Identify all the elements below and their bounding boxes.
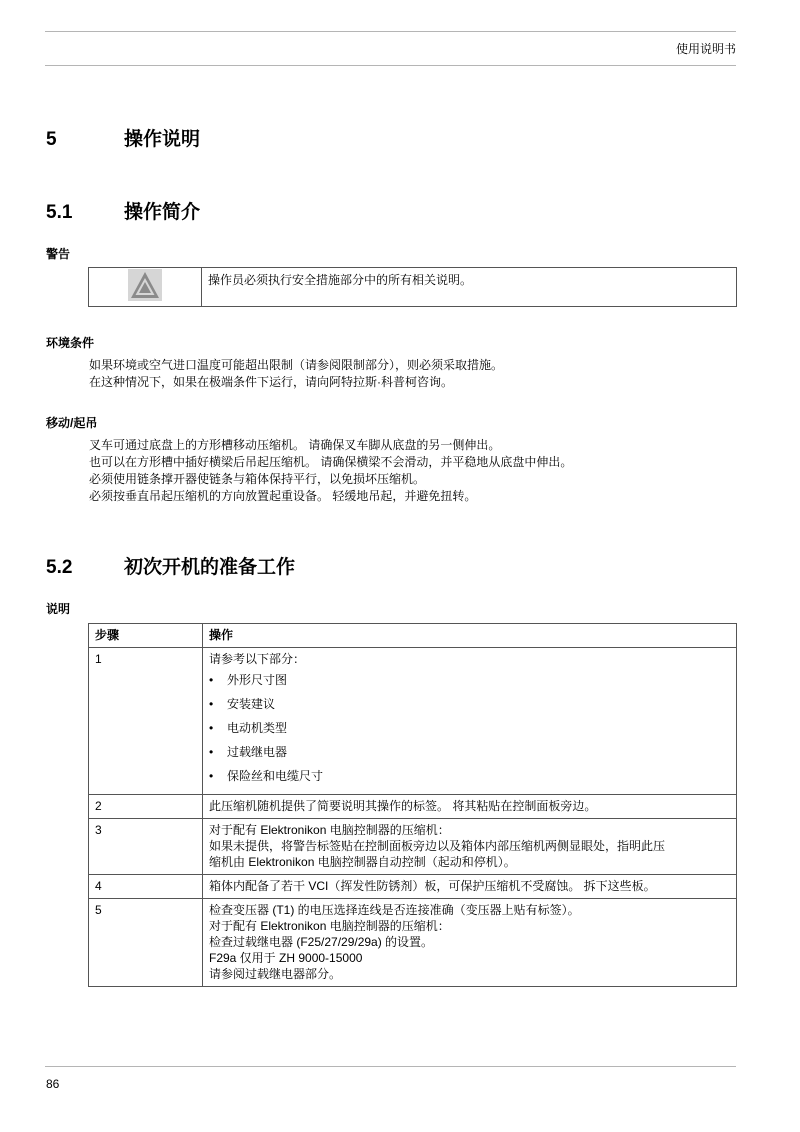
step-number: 1 <box>89 648 203 795</box>
column-header-action: 操作 <box>203 624 737 648</box>
text-line: 必须按垂直吊起压缩机的方向放置起重设备。 轻缓地吊起，并避免扭转。 <box>89 489 477 503</box>
text-line: 对于配有 Elektronikon 电脑控制器的压缩机： <box>209 823 450 837</box>
warning-text: 操作员必须执行安全措施部分中的所有相关说明。 <box>202 268 737 307</box>
step-action <box>203 795 737 819</box>
text-line: 如果环境或空气进口温度可能超出限制（请参阅限制部分），则必须采取措施。 <box>89 358 504 372</box>
section-number: 5.1 <box>46 202 73 223</box>
list-item: • 安装建议 <box>209 697 276 711</box>
page-number: 86 <box>46 1077 60 1091</box>
text-line: 对于配有 Elektronikon 电脑控制器的压缩机： <box>209 919 450 933</box>
instructions-label: 说明 <box>46 602 71 616</box>
footer-rule <box>45 1066 736 1067</box>
warning-box <box>88 267 737 307</box>
step-number: 5 <box>89 899 203 987</box>
environment-text <box>89 357 503 391</box>
step-action <box>203 899 737 987</box>
step-number: 2 <box>89 795 203 819</box>
section-number: 5.2 <box>46 557 73 578</box>
list-item: • 过载继电器 <box>209 745 288 759</box>
header-rule-top <box>45 31 736 32</box>
environment-label: 环境条件 <box>46 336 95 350</box>
list-item: • 外形尺寸图 <box>209 673 288 687</box>
text-line: 如果未提供，将警告标签贴在控制面板旁边以及箱体内部压缩机两侧显眼处，指明此压 <box>209 839 666 853</box>
warning-icon-cell <box>89 268 202 307</box>
section-title: 操作简介 <box>124 202 201 223</box>
step-action <box>203 875 737 899</box>
section-5-2-heading <box>46 552 295 579</box>
table-row <box>89 648 737 795</box>
section-number: 5 <box>46 129 57 150</box>
table-header-row <box>89 624 737 648</box>
table-row <box>89 875 737 899</box>
text-line: 叉车可通过底盘上的方形槽移动压缩机。 请确保叉车脚从底盘的另一侧伸出。 <box>89 438 501 452</box>
text-line: 缩机由 Elektronikon 电脑控制器自动控制（起动和停机）。 <box>209 855 516 869</box>
text-line: 必须使用链条撑开器使链条与箱体保持平行，以免损坏压缩机。 <box>89 472 426 486</box>
list-item: • 电动机类型 <box>209 721 288 735</box>
table-row <box>89 899 737 987</box>
text-line: 检查过载继电器 (F25/27/29/29a) 的设置。 <box>209 935 434 949</box>
section-title: 初次开机的准备工作 <box>124 557 296 578</box>
section-title: 操作说明 <box>124 129 201 150</box>
section-5-heading <box>46 124 200 151</box>
step-action <box>203 819 737 875</box>
table-row <box>89 795 737 819</box>
warning-label: 警告 <box>46 247 71 261</box>
warning-triangle-icon <box>128 290 162 304</box>
text-line: F29a 仅用于 ZH 9000-15000 <box>209 951 363 965</box>
document-title: 使用说明书 <box>675 42 736 56</box>
text-line: 请参阅过载继电器部分。 <box>209 967 342 981</box>
text-line: 在这种情况下，如果在极端条件下运行，请向阿特拉斯·科普柯咨询。 <box>89 375 453 389</box>
instructions-table <box>88 623 737 987</box>
moving-label: 移动/起吊 <box>46 416 98 430</box>
action-intro: 请参考以下部分： <box>209 652 306 666</box>
section-5-1-heading <box>46 197 200 224</box>
column-header-step: 步骤 <box>89 624 203 648</box>
step-number: 4 <box>89 875 203 899</box>
text-line: 检查变压器 (T1) 的电压选择连线是否连接准确（变压器上贴有标签）。 <box>209 903 580 917</box>
moving-text <box>89 437 572 505</box>
header-rule-bottom <box>45 65 736 66</box>
step-number: 3 <box>89 819 203 875</box>
step-action <box>203 648 737 795</box>
table-row <box>89 819 737 875</box>
text-line: 箱体内配备了若干 VCI（挥发性防锈剂）板，可保护压缩机不受腐蚀。 拆下这些板。 <box>209 879 656 893</box>
list-item: • 保险丝和电缆尺寸 <box>209 769 324 783</box>
text-line: 此压缩机随机提供了简要说明其操作的标签。 将其粘贴在控制面板旁边。 <box>209 799 597 813</box>
bullet-list <box>209 672 730 792</box>
text-line: 也可以在方形槽中插好横梁后吊起压缩机。 请确保横梁不会滑动，并平稳地从底盘中伸出。 <box>89 455 573 469</box>
